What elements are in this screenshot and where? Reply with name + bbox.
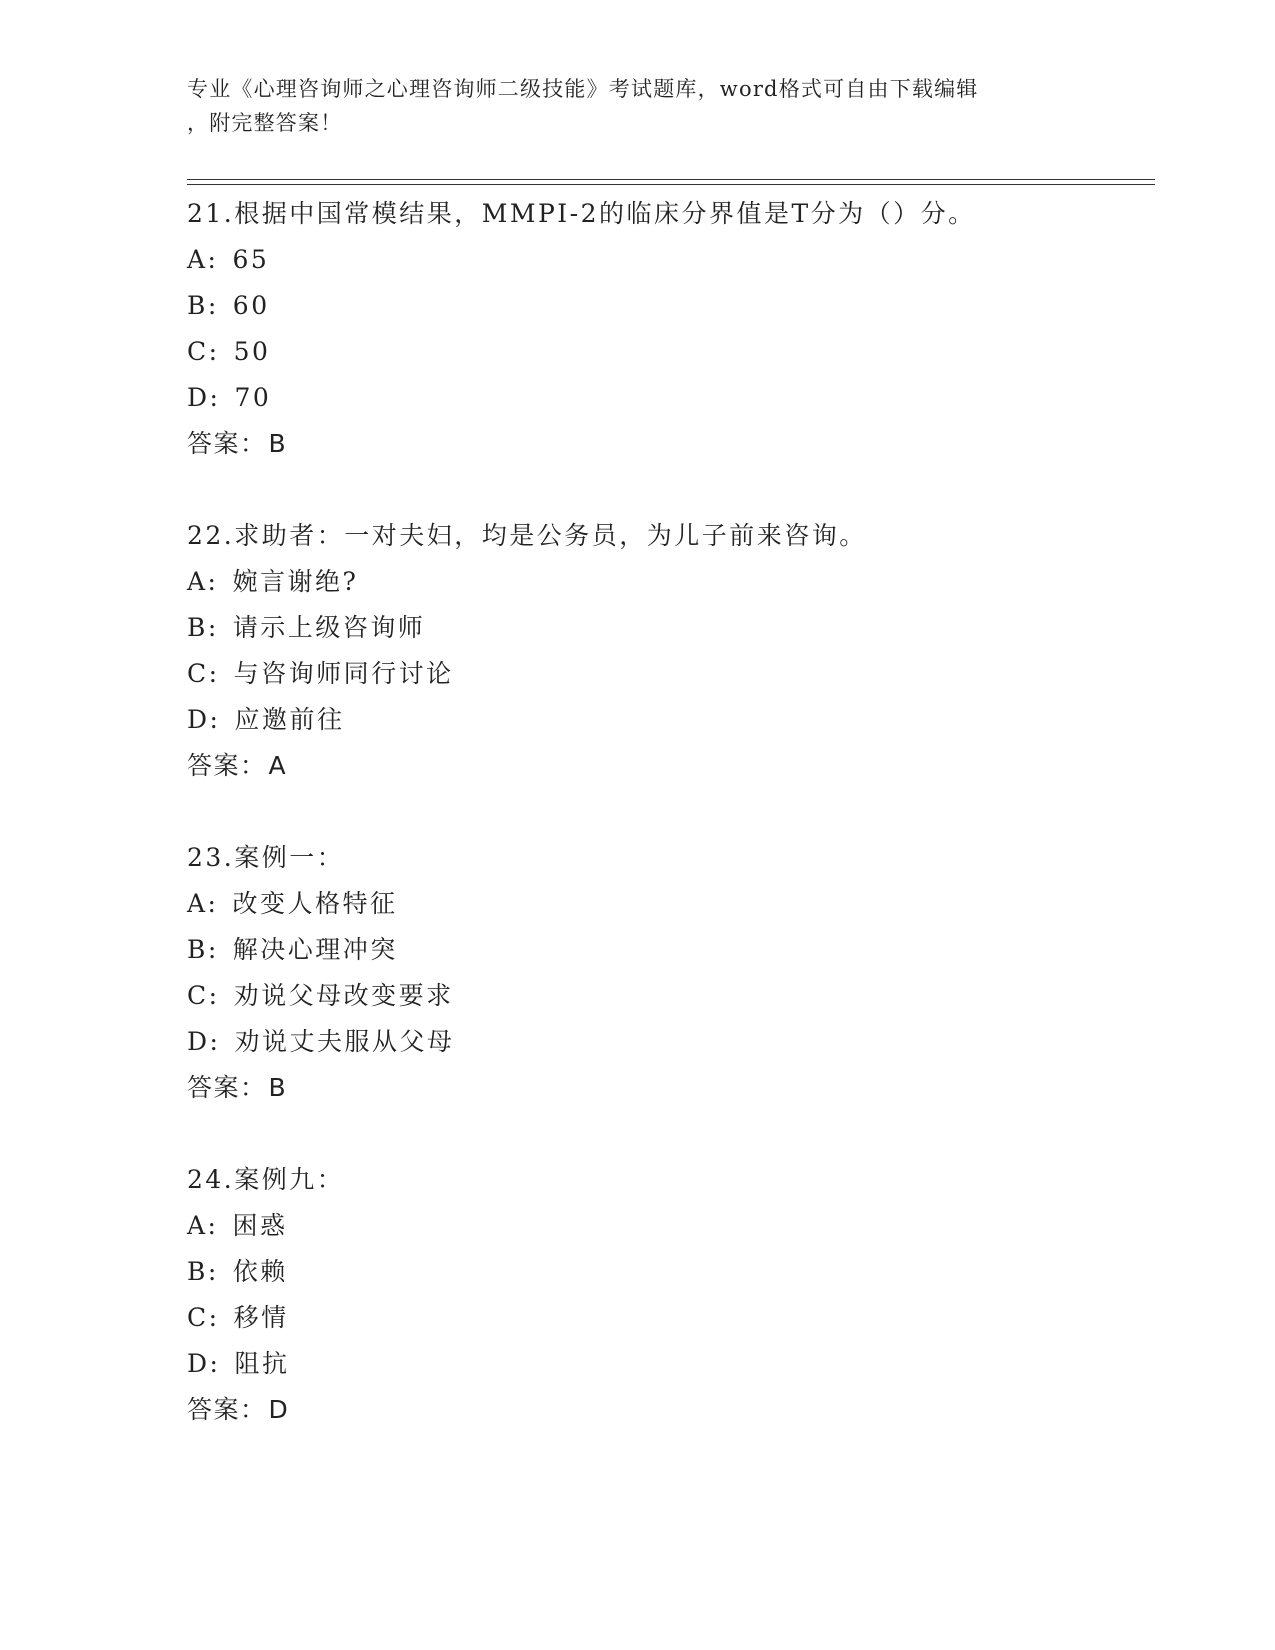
option-b [187,927,1147,973]
option-text: 劝说父母改变要求 [233,981,454,1010]
answer-line [187,1387,1147,1433]
option-letter: A: [187,245,219,274]
option-text: 65 [232,245,270,274]
option-letter: D: [187,1027,221,1056]
option-c [187,973,1147,1019]
header-divider-bottom [187,184,1155,185]
option-a [187,237,1147,283]
answer-value: D [268,1395,290,1424]
option-c [187,1295,1147,1341]
answer-label: 答案： [187,1073,267,1102]
option-c [187,651,1147,697]
option-letter: D: [187,383,221,412]
option-text: 60 [232,291,270,320]
option-letter: C: [187,1303,220,1332]
option-text: 与咨询师同行讨论 [233,659,454,688]
option-b [187,605,1147,651]
option-a [187,1203,1147,1249]
answer-value: B [268,429,288,458]
answer-line [187,1065,1147,1111]
option-text: 请示上级咨询师 [232,613,426,642]
header-line-2: ，附完整答案！ [187,111,343,135]
question-22 [187,513,1147,789]
question-stem: 21.根据中国常模结果，MMPI-2的临床分界值是T分为（）分。 [187,199,976,228]
option-text: 阻抗 [234,1349,290,1378]
option-letter: A: [187,1211,219,1240]
answer-line [187,421,1147,467]
answer-value: B [268,1073,288,1102]
question-stem: 24.案例九： [187,1165,345,1194]
option-d [187,697,1147,743]
option-text: 移情 [233,1303,289,1332]
option-text: 依赖 [232,1257,288,1286]
option-d [187,1341,1147,1387]
answer-line [187,743,1147,789]
answer-label: 答案： [187,429,267,458]
option-b [187,283,1147,329]
option-letter: B: [187,613,219,642]
option-text: 婉言谢绝? [232,567,359,596]
question-stem: 22.求助者：一对夫妇，均是公务员，为儿子前来咨询。 [187,521,867,550]
option-text: 70 [234,383,272,412]
option-letter: C: [187,981,220,1010]
question-23 [187,835,1147,1111]
option-b [187,1249,1147,1295]
document-header [187,72,1077,140]
answer-value: A [268,751,288,780]
option-letter: A: [187,889,219,918]
option-text: 改变人格特征 [232,889,398,918]
option-letter: D: [187,705,221,734]
question-24 [187,1157,1147,1433]
option-c [187,329,1147,375]
answer-label: 答案： [187,751,267,780]
option-text: 劝说丈夫服从父母 [234,1027,455,1056]
header-divider-top [187,179,1155,180]
option-text: 解决心理冲突 [232,935,398,964]
option-text: 困惑 [232,1211,288,1240]
option-letter: C: [187,659,220,688]
option-letter: B: [187,291,219,320]
option-letter: A: [187,567,219,596]
option-d [187,1019,1147,1065]
question-stem: 23.案例一： [187,843,345,872]
option-letter: B: [187,1257,219,1286]
option-d [187,375,1147,421]
header-line-1: 专业《心理咨询师之心理咨询师二级技能》考试题库，word格式可自由下载编辑 [187,77,979,101]
question-21 [187,191,1147,467]
option-letter: B: [187,935,219,964]
option-text: 应邀前往 [234,705,345,734]
answer-label: 答案： [187,1395,267,1424]
option-text: 50 [233,337,271,366]
option-letter: C: [187,337,220,366]
option-letter: D: [187,1349,221,1378]
option-a [187,559,1147,605]
question-list [187,191,1147,1479]
option-a [187,881,1147,927]
